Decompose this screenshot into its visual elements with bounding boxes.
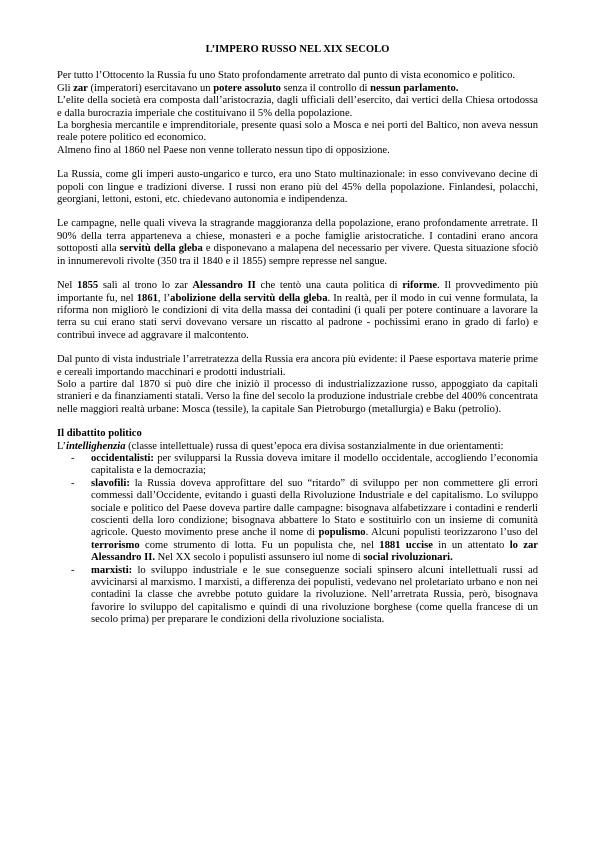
list-item-text [91, 453, 538, 476]
list-item [57, 453, 538, 478]
paragraph [57, 169, 538, 206]
dash-bullet: - [71, 564, 75, 576]
page-title: L’IMPERO RUSSO NEL XIX SECOLO [205, 44, 390, 55]
bold-text: servitù della gleba [119, 243, 203, 255]
text-run: (imperatori) esercitavano un [87, 82, 214, 94]
text-run: per svilupparsi la Russia doveva imitare il modello occidentale, accogliendo l’economia capitalista e la democrazia; [91, 452, 538, 477]
bold-text: slavofili: [91, 477, 130, 489]
text-run: come strumento di lotta. Fu un populista che, nel [139, 539, 380, 551]
paragraph [57, 95, 538, 120]
bold-text: populismo [318, 527, 366, 539]
text-run: L’ [57, 440, 67, 452]
paragraph [57, 70, 538, 82]
bold-text: marxisti: [91, 564, 133, 576]
text-run: La borghesia mercantile e imprenditoriale, presente quasi solo a Mosca e nei porti del Baltico, non aveva nessun reale potere politico ed economico. [57, 120, 538, 144]
text-run: lo sviluppo industriale e le sue conseguenze sociali spinsero alcuni intellettuali russi ad avvicinarsi al marxismo. I marxisti, a differenza dei populisti, vedevano nel proletariato urbano e non nei contadini la classe che avrebbe potuto guidare la rivoluzione. Nell’arretrata Russia, però, bisognava favorire lo sviluppo del capitalismo e quindi di una rivoluzione borghese (come quella francese di un secolo prima) per preparare le condizioni della rivoluzione socialista. [91, 564, 538, 626]
bold-text: 1855 [77, 280, 99, 292]
bold-text: abolizione della servitù della gleba [170, 292, 328, 304]
text-run: . Alcuni populisti teorizzarono l’uso del [365, 527, 538, 539]
bold-text: 1881 uccise [379, 539, 433, 551]
list-item [57, 478, 538, 565]
orientations-list [57, 453, 538, 627]
bold-text: 1861 [136, 292, 158, 304]
section-heading: Il dibattito politico [57, 428, 142, 440]
text-run: Gli [57, 82, 74, 94]
text-run: e disponevano a malapena del necessario per vivere. Questa situazione sfociò in innumerevoli rivolte (350 tra il 1840 e il 1855) sempre represse nel sangue. [57, 243, 538, 267]
paragraph [57, 354, 538, 379]
spacer [57, 157, 538, 169]
bold-text: riforme [402, 280, 438, 292]
text-run: salì al trono lo zar [98, 280, 193, 292]
text-run: (classe intellettuale) russa di quest’epoca era divisa sostanzialmente in due orientamenti: [125, 440, 504, 452]
bold-text: potere assoluto [213, 82, 281, 94]
spacer [57, 342, 538, 354]
paragraph [57, 218, 538, 268]
text-run: Solo a partire dal 1870 si può dire che iniziò il processo di industrializzazione russo, appoggiato da capitali stranieri e da finanziamenti statali. Verso la fine del secolo la produzione industriale crebbe del 400% concentrata nelle maggiori realtà urbane: Mosca (tessile), la capitale San Pietroburgo (metallurgia) e Baku (petrolio). [57, 378, 538, 415]
bold-text: lo zar Alessandro II. [91, 539, 538, 564]
text-run: L’elite della società era composta dall’aristocrazia, dagli ufficiali dell’esercito, dai vertici della Chiesa ortodossa e dalla burocrazia imperiale che costituivano il 5% della popolazione. [57, 95, 538, 119]
list-item-text [91, 478, 538, 563]
text-run: La Russia, come gli imperi austo-ungarico e turco, era uno Stato multinazionale: in esso convivevano decine di popoli con lingue e tradizioni diverse. I russi non erano più del 45% della popolazione. Finlandesi, polacchi, georgiani, lettoni, estoni, etc. chiedevano autonomia e indipendenza. [57, 169, 538, 206]
paragraph [57, 120, 538, 145]
text-run: Dal punto di vista industriale l’arretratezza della Russia era ancora più evidente: il Paese esportava materie prime e cereali importando macchinari e prodotti industriali. [57, 354, 538, 378]
paragraph [57, 83, 538, 95]
text-run: Per tutto l’Ottocento la Russia fu uno Stato profondamente arretrato dal punto di vista economico e politico. [57, 70, 516, 82]
dash-bullet: - [71, 452, 75, 464]
paragraph [57, 441, 538, 453]
bold-text: terrorismo [91, 539, 140, 551]
dash-bullet: - [71, 477, 75, 489]
text-run: . Il provvedimento più importante fu, nel [57, 280, 538, 304]
text-run: Nel XX secolo i populisti assunsero iul nome di [154, 552, 364, 564]
text-run: , l’ [157, 292, 171, 304]
text-run: . In realtà, per il modo in cui venne formulata, la riforma non migliorò le condizioni di vita della massa dei contadini (i quali per potere continuare a lavorare la terra su cui erano stati servi dovevano versare un riscatto al padrone - pochissimi erano in grado di farlo) e contribuì invece ad aggravare il malcontento. [57, 292, 538, 341]
text-run: Nel [57, 280, 78, 292]
list-item-text [91, 565, 538, 626]
bold-text: social rivoluzionari. [363, 552, 453, 564]
text-run: che tentò una cauta politica di [255, 280, 403, 292]
bold-text: nessun parlamento. [370, 82, 459, 94]
paragraph [57, 379, 538, 416]
spacer [57, 206, 538, 218]
spacer [57, 268, 538, 280]
text-run: Le campagne, nelle quali viveva la stragrande maggioranza della popolazione, erano profondamente arretrate. Il 90% della terra apparteneva a chiese, monasteri e a poche famiglie aristocratiche. I contadini erano ancora sottoposti alla [57, 218, 538, 255]
text-run: la Russia doveva approfittare del suo “ritardo” di sviluppo per non commettere gli errori commessi dall’Occidente, evitando i guasti della Rivoluzione Industriale e del capitalismo. Lo sviluppo sociale e politico del Paese doveva partire dalle campagne: bisognava alfabetizzare i contadini e renderli coscienti della loro condizione; bisognava abbattere lo Stato e sostituirlo con un insieme di comunità agricole. Questo movimento prese anche il nome di [91, 477, 538, 539]
bold-text: intellighenzia [66, 440, 126, 452]
text-run: senza il controllo di [280, 82, 371, 94]
paragraph [57, 145, 538, 157]
list-item [57, 565, 538, 627]
spacer [57, 416, 538, 428]
bold-text: occidentalisti: [91, 452, 154, 464]
paragraph [57, 280, 538, 342]
text-run: in un attentato [432, 539, 510, 551]
text-run: Almeno fino al 1860 nel Paese non venne tollerato nessun tipo di opposizione. [57, 144, 390, 156]
bold-text: zar [73, 82, 88, 94]
bold-text: Alessandro II [192, 280, 256, 292]
